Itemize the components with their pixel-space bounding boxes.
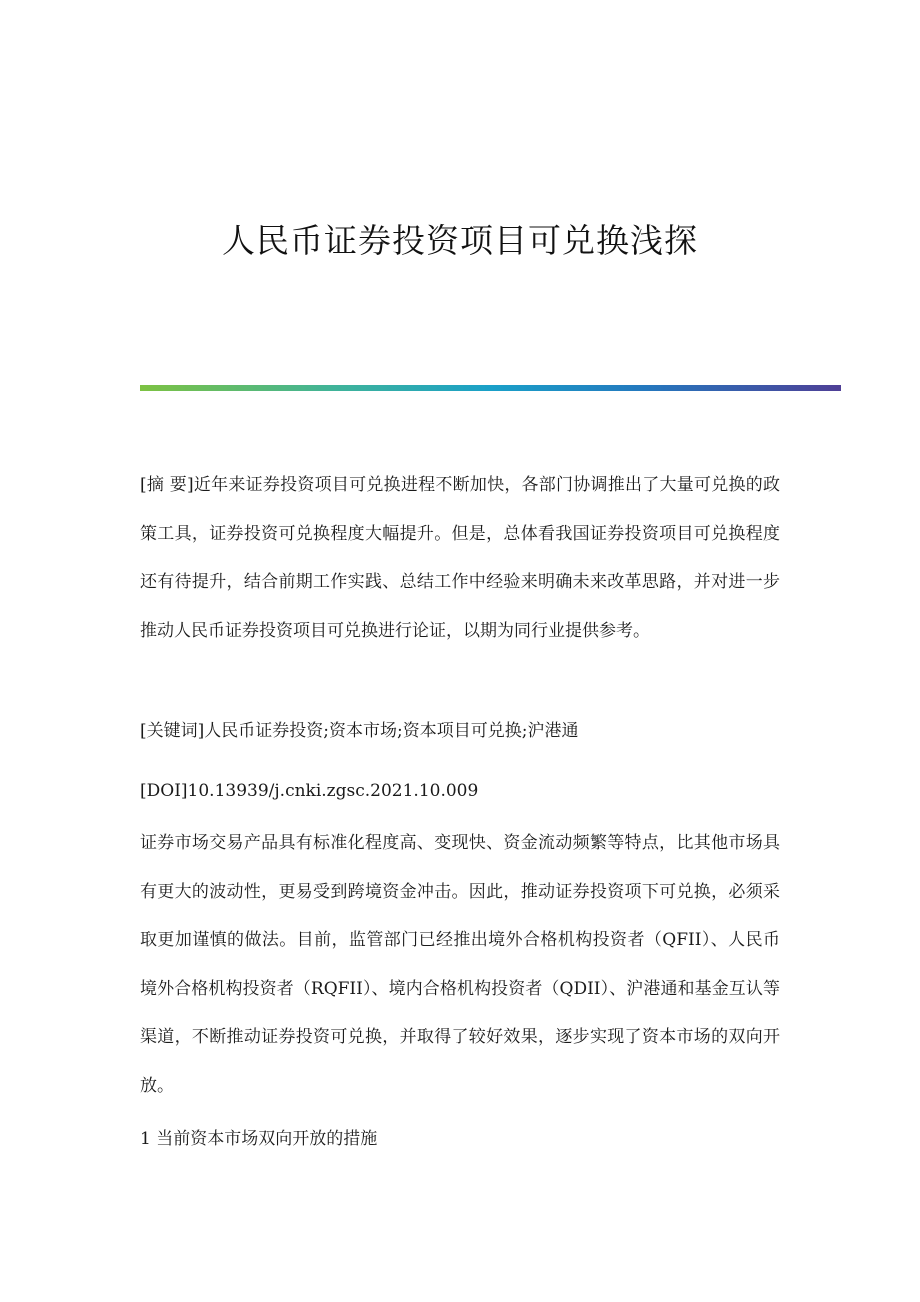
- doi-line: [DOI]10.13939/j.cnki.zgsc.2021.10.009: [140, 781, 479, 801]
- abstract-paragraph: [摘 要]近年来证券投资项目可兑换进程不断加快，各部门协调推出了大量可兑换的政策工具，证券投资可兑换程度大幅提升。但是，总体看我国证券投资项目可兑换程度还有待提升，结合前期工作实践、总结工作中经验来明确未来改革思路，并对进一步推动人民币证券投资项目可兑换进行论证，以期为同行业提供参考。: [140, 475, 780, 641]
- title-divider: [140, 385, 841, 391]
- intro-paragraph: 证券市场交易产品具有标准化程度高、变现快、资金流动频繁等特点，比其他市场具有更大的波动性，更易受到跨境资金冲击。因此，推动证券投资项下可兑换，必须采取更加谨慎的做法。目前，监管部门已经推出境外合格机构投资者（QFII）、人民币境外合格机构投资者（RQFII）、境内合格机构投资者（QDII）、沪港通和基金互认等渠道，不断推动证券投资可兑换，并取得了较好效果，逐步实现了资本市场的双向开放。: [140, 833, 780, 1096]
- section-heading: 1 当前资本市场双向开放的措施: [140, 1129, 378, 1149]
- document-title: 人民币证券投资项目可兑换浅探: [222, 221, 698, 260]
- keywords-line: [关键词]人民币证券投资;资本市场;资本项目可兑换;沪港通: [140, 721, 579, 741]
